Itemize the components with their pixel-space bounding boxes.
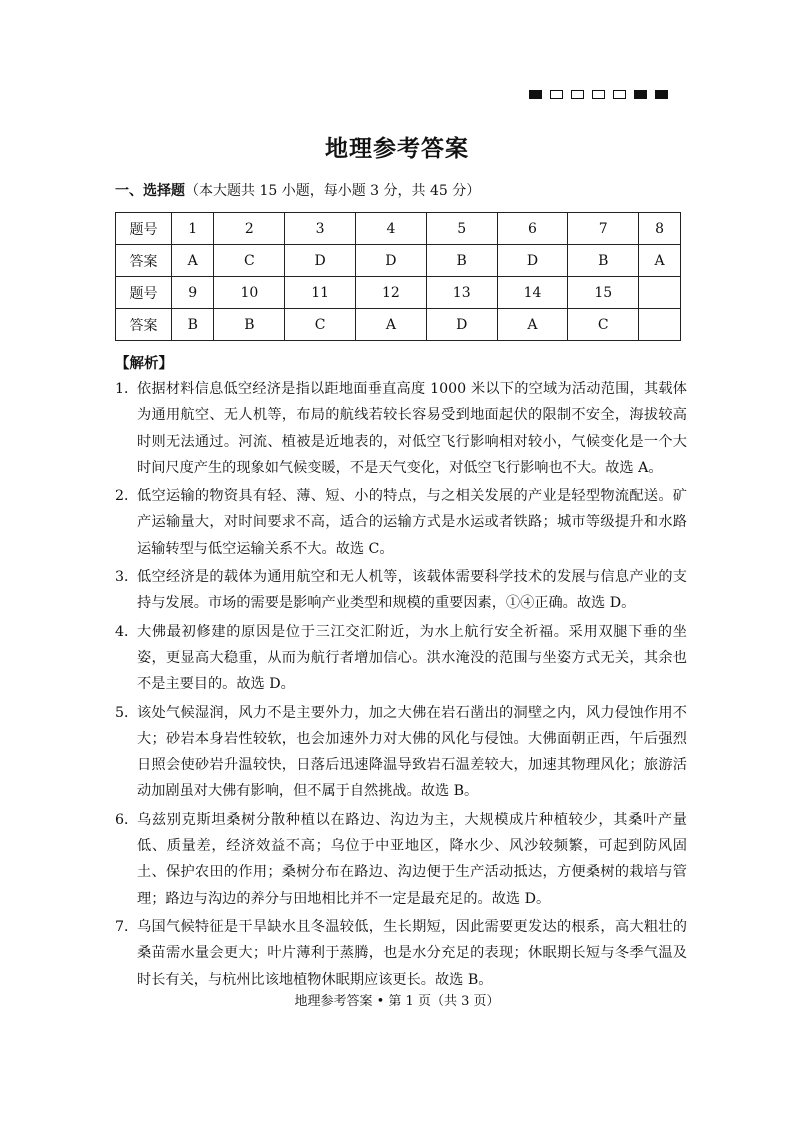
table-cell: A	[172, 245, 214, 277]
table-cell	[639, 309, 681, 341]
table-cell: D	[497, 245, 568, 277]
section-heading	[115, 180, 480, 200]
table-cell: 6	[497, 213, 568, 245]
list-item	[115, 700, 687, 805]
table-cell: A	[356, 309, 427, 341]
analysis-list	[115, 376, 687, 995]
item-text: 依据材料信息低空经济是指以距地面垂直高度 1000 米以下的空域为活动范围，其载体为通用航空、无人机等，布局的航线若较长容易受到地面起伏的限制不安全，海拔较高时则无法通过。河流、植被是近地表的，对低空飞行影响相对较小，气候变化是一个大时间尺度产生的现象如气候变暖，不是天气变化，对低空飞行影响也不大。故选 A。	[137, 381, 687, 476]
row-header-cell: 答案	[116, 245, 172, 277]
table-cell: D	[356, 245, 427, 277]
item-text: 乌兹别克斯坦桑树分散种植以在路边、沟边为主，大规模成片种植较少，其桑叶产量低、质量差，经济效益不高；乌位于中亚地区，降水少、风沙较频繁，可起到防风固土、保护农田的作用；桑树分布在路边、沟边便于生产活动抵达，方便桑树的栽培与管理；路边与沟边的养分与田地相比并不一定是最充足的。故选 D。	[137, 811, 687, 907]
table-cell: 7	[568, 213, 639, 245]
item-text: 低空运输的物资具有轻、薄、短、小的特点，与之相关发展的产业是轻型物流配送。矿产运输量大，对时间要求不高，适合的运输方式是水运或者铁路；城市等级提升和水路运输转型与低空运输关系不大。故选 C。	[137, 488, 687, 557]
table-cell: 8	[639, 213, 681, 245]
table-cell: 1	[172, 213, 214, 245]
table-cell: 14	[497, 277, 568, 309]
row-header-cell: 题号	[116, 213, 172, 245]
page-title: 地理参考答案	[325, 135, 469, 162]
table-cell: 11	[285, 277, 356, 309]
table-cell: A	[497, 309, 568, 341]
header-mark	[529, 90, 542, 99]
table-cell: 5	[426, 213, 497, 245]
header-marks	[529, 90, 668, 99]
table-cell: 10	[214, 277, 285, 309]
list-item	[115, 914, 687, 993]
item-text: 大佛最初修建的原因是位于三江交汇附近，为水上航行安全祈福。采用双腿下垂的坐姿，更显高大稳重，从而为航行者增加信心。洪水淹没的范围与坐姿方式无关，其余也不是主要目的。故选 D。	[137, 623, 687, 693]
table-cell: B	[214, 309, 285, 341]
item-text: 乌国气候特征是干旱缺水且冬温较低，生长期短，因此需要更发达的根系，高大粗壮的桑苗需水量会更大；叶片薄利于蒸腾，也是水分充足的表现；休眠期长短与冬季气温及时长有关，与杭州比该地植物休眠期应该更长。故选 B。	[137, 918, 687, 988]
header-mark	[592, 90, 605, 99]
table-cell: C	[285, 309, 356, 341]
item-number: 2．	[115, 488, 139, 505]
item-number: 7．	[115, 918, 139, 935]
item-number: 1．	[115, 381, 139, 397]
table-cell: 9	[172, 277, 214, 309]
header-mark	[655, 90, 668, 99]
table-cell: D	[285, 245, 356, 277]
item-number: 6．	[115, 811, 139, 828]
table-cell: 13	[426, 277, 497, 309]
table-cell: A	[639, 245, 681, 277]
header-mark	[634, 90, 647, 99]
table-cell: C	[214, 245, 285, 277]
header-mark	[571, 90, 584, 99]
item-text: 该处气候湿润，风力不是主要外力，加之大佛在岩石凿出的洞壁之内，风力侵蚀作用不大；砂岩本身岩性较软，也会加速外力对大佛的风化与侵蚀。大佛面朝正西，午后强烈日照会使砂岩升温较快，日落后迅速降温导致岩石温差较大，加速其物理风化；旅游活动加剧虽对大佛有影响，但不属于自然挑战。故选 B。	[137, 704, 687, 800]
page-footer: 地理参考答案 • 第 1 页（共 3 页）	[294, 994, 500, 1009]
table-cell: D	[426, 309, 497, 341]
item-text: 低空经济是的载体为通用航空和无人机等，该载体需要科学技术的发展与信息产业的支持与发展。市场的需要是影响产业类型和规模的重要因素，①④正确。故选 D。	[137, 569, 687, 612]
analysis-heading: 【解析】	[115, 355, 173, 372]
row-header-cell: 答案	[116, 309, 172, 341]
row-header-cell: 题号	[116, 277, 172, 309]
header-mark	[613, 90, 626, 99]
table-cell: 2	[214, 213, 285, 245]
item-number: 5．	[115, 704, 139, 721]
list-item	[115, 564, 687, 617]
table-cell	[639, 277, 681, 309]
list-item	[115, 376, 687, 481]
table-cell: B	[568, 245, 639, 277]
list-item	[115, 619, 687, 698]
table-cell: 3	[285, 213, 356, 245]
table-row	[116, 277, 681, 309]
item-number: 4．	[115, 623, 139, 640]
table-cell: C	[568, 309, 639, 341]
header-mark	[550, 90, 563, 99]
table-cell: 4	[356, 213, 427, 245]
list-item	[115, 483, 687, 562]
answer-table	[115, 212, 681, 341]
table-cell: B	[172, 309, 214, 341]
table-row	[116, 309, 681, 341]
table-cell: 12	[356, 277, 427, 309]
item-number: 3．	[115, 569, 139, 586]
table-row	[116, 245, 681, 277]
table-cell: 15	[568, 277, 639, 309]
list-item	[115, 807, 687, 912]
table-row	[116, 213, 681, 245]
section-label: 一、选择题	[115, 183, 185, 199]
section-note: （本大题共 15 小题，每小题 3 分，共 45 分）	[185, 183, 481, 199]
table-cell: B	[426, 245, 497, 277]
